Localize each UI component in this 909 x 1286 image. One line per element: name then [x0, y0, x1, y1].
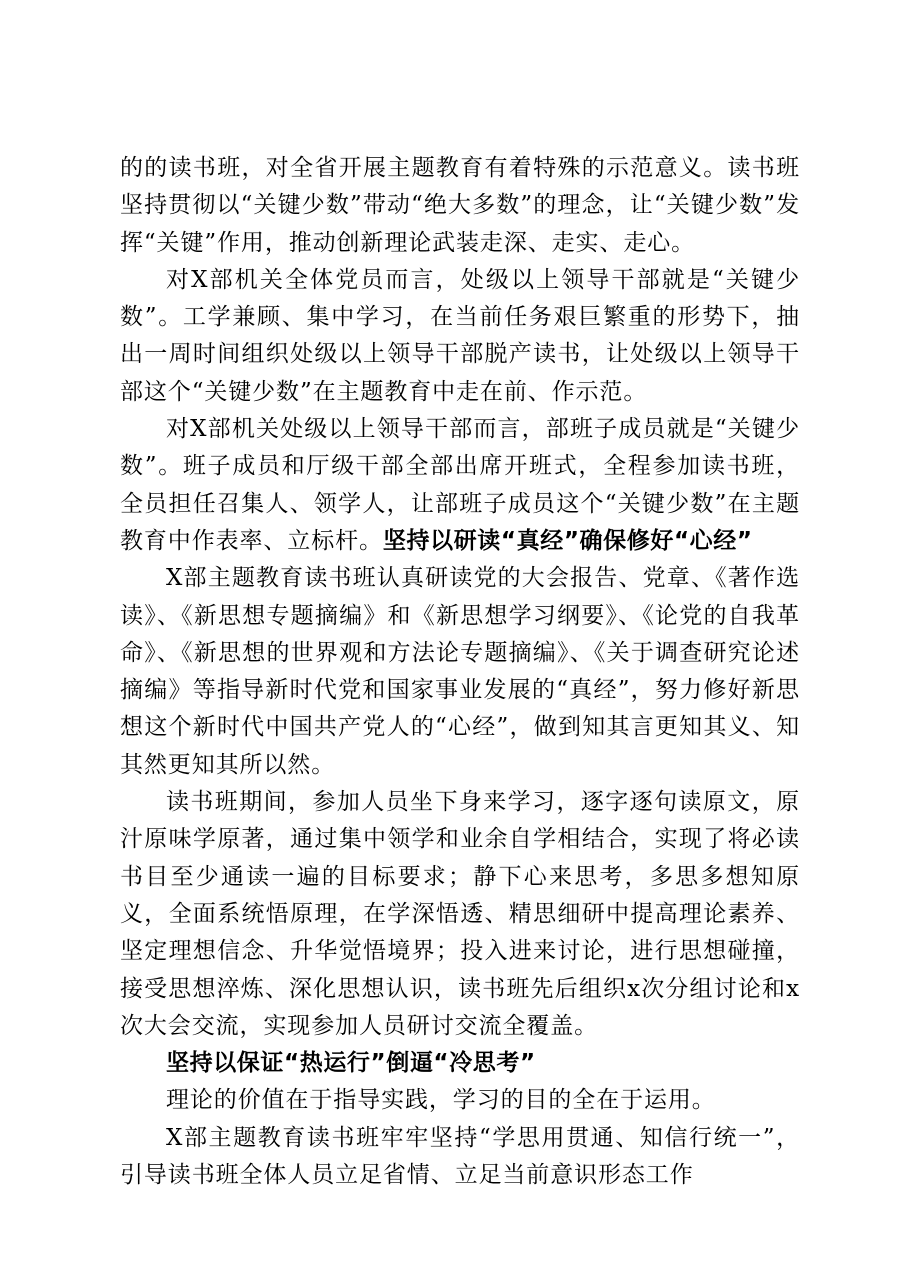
section-heading-2: 坚持以保证“热运行”倒逼“冷思考” — [166, 1050, 536, 1077]
paragraph-3 — [120, 411, 800, 560]
paragraph-5: 读书班期间，参加人员坐下身来学习，逐字逐句读原文，原汁原味学原著，通过集中领学和业余自学相结合，实现了将必读书目至少通读一遍的目标要求；静下心来思考，多思多想知原义，全面系统悟原理，在学深悟透、精思细研中提高理论素养、坚定理想信念、升华觉悟境界；投入进来讨论，进行思想碰撞，接受思想淬炼、深化思想认识，读书班先后组织x次分组讨论和x次大会交流，实现参加人员研讨交流全覆盖。 — [120, 789, 800, 1039]
paragraph-3-text: 对X部机关处级以上领导干部而言，部班子成员就是“关键少数”。班子成员和厅级干部全部出席开班式，全程参加读书班，全员担任召集人、领学人，让部班子成员这个“关键少数”在主题教育中作表率、立标杆。 — [120, 416, 800, 554]
paragraph-4: X部主题教育读书班认真研读党的大会报告、党章、《著作选读》、《新思想专题摘编》和《新思想学习纲要》、《论党的自我革命》、《新思想的世界观和方法论专题摘编》、《关于调查研究论述摘编》等指导新时代党和国家事业发展的“真经”，努力修好新思想这个新时代中国共产党人的“心经”，做到知其言更知其义、知其然更知其所以然。 — [120, 565, 800, 778]
paragraph-6: 理论的价值在于指导实践，学习的目的全在于运用。 — [166, 1087, 716, 1114]
paragraph-7: X部主题教育读书班牢牢坚持“学思用贯通、知信行统一”，引导读书班全体人员立足省情、立足当前意识形态工作 — [120, 1124, 800, 1189]
document-body — [120, 150, 800, 1194]
paragraph-1: 的的读书班，对全省开展主题教育有着特殊的示范意义。读书班坚持贯彻以“关键少数”带动“绝大多数”的理念，让“关键少数”发挥“关键”作用，推动创新理论武装走深、走实、走心。 — [120, 155, 800, 256]
section-heading-1: 坚持以研读“真经”确保修好“心经” — [382, 527, 753, 554]
paragraph-2: 对X部机关全体党员而言，处级以上领导干部就是“关键少数”。工学兼顾、集中学习，在当前任务艰巨繁重的形势下，抽出一周时间组织处级以上领导干部脱产读书，让处级以上领导干部这个“关键少数”在主题教育中走在前、作示范。 — [120, 266, 800, 405]
